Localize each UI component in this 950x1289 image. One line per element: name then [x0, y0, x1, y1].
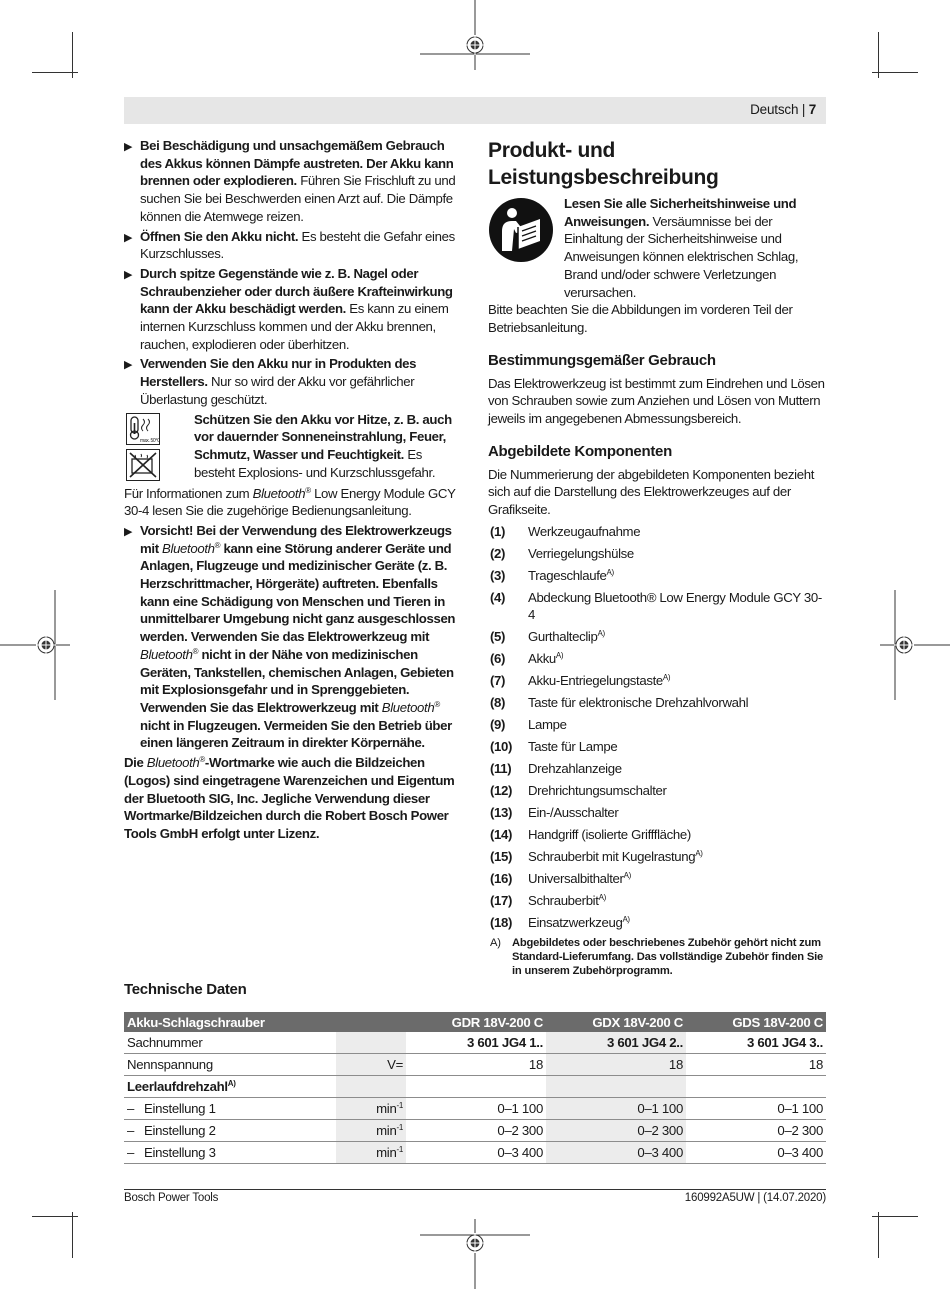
- svg-text:max. 50°C: max. 50°C: [140, 437, 160, 444]
- table-row: – Einstellung 3 $\min^{-1}$ 0–3 400 0–3 400 0–3 400: [124, 1142, 826, 1164]
- warning-bullet: ▶ Durch spitze Gegenstände wie z. B. Nagel oder Schraubenzieher oder durch äußere Krafteinwirkung kann der Akku beschädigt werden. Es kann zu einem internen Kurzschluss kommen und der Akku brennen, rauchen, explodieren oder überhitzen.: [124, 265, 453, 352]
- heat-warning: max. 50°C Schützen Sie den Akku vor Hitze, z. B. auch vor dauernder Sonneneinstrahlung, Feuer, Schmutz, Wasser und Feuchtigkeit. Es besteht Explosions- und Kurzschlussgefahr.: [124, 411, 464, 483]
- caution-bullet: ▶ Vorsicht! Bei der Verwendung des Elektrowerkzeugs mit Bluetooth® kann eine Störung anderer Geräte und Anlagen, Flugzeuge und medizinischer Geräte (z. B. Herzschrittmacher, Hörgeräte) auftreten. Ebenfalls kann eine Schädigung von Menschen und Tieren in unmittelbarer Umgebung nicht ganz ausgeschlossen werden. Verwenden Sie das Elektrowerkzeug mit Bluetooth® nicht in der Nähe von medizinischen Geräten, Tankstellen, chemischen Anlagen, Gebieten mit Explosionsgefahr und in Sprenggebieten. Verwenden Sie das Elektrowerkzeug mit Bluetooth® nicht in Flugzeugen. Vermeiden Sie den Betrieb über einen längeren Zeitraum in direkter Körpernähe.: [124, 522, 456, 751]
- list-item: (6) Akku$^{A)}$: [490, 651, 564, 667]
- page-header: [124, 97, 826, 124]
- list-item: (15) Schrauberbit mit Kugelrastung$^{A)}$: [490, 849, 703, 865]
- trademark-notice: Die Bluetooth®-Wortmarke wie auch die Bildzeichen (Logos) sind eingetragene Warenzeichen und Eigentum der Bluetooth SIG, Inc. Jegliche Verwendung dieser Wortmarke/Bildzeichen durch die Robert Bosch Power Tools GmbH erfolgt unter Lizenz.: [124, 755, 455, 841]
- crop-mark: [32, 1216, 78, 1217]
- temperature-icon: [126, 413, 160, 445]
- list-item: (10) Taste für Lampe: [490, 739, 618, 755]
- bullet-triangle-icon: ▶: [124, 141, 133, 153]
- registration-mark-icon: [420, 1219, 530, 1289]
- list-item: (9) Lampe: [490, 717, 567, 733]
- crop-mark: [72, 1212, 73, 1258]
- tech-data-heading: Technische Daten: [124, 981, 247, 998]
- crop-mark: [32, 72, 78, 73]
- list-item: (18) Einsatzwerkzeug$^{A)}$: [490, 915, 630, 931]
- list-item: (14) Handgriff (isolierte Grifffläche): [490, 827, 691, 843]
- bullet-triangle-icon: ▶: [124, 268, 133, 281]
- footer-docnumber: 160992A5UW | (14.07.2020): [684, 1192, 826, 1204]
- components-heading: Abgebildete Komponenten: [488, 442, 672, 460]
- registration-mark-icon: [0, 590, 70, 700]
- tech-data-table: [124, 1012, 826, 1164]
- registration-mark-icon: [420, 0, 530, 70]
- list-item: (4) Abdeckung Bluetooth® Low Energy Module GCY 30-4: [490, 589, 822, 623]
- figures-note: Bitte beachten Sie die Abbildungen im vorderen Teil der Betriebsanleitung.: [488, 302, 793, 335]
- bluetooth-info: Für Informationen zum Bluetooth® Low Energy Module GCY 30-4 lesen Sie die zugehörige Bedienungsanleitung.: [124, 485, 456, 519]
- components-intro: Die Nummerierung der abgebildeten Komponenten bezieht sich auf die Darstellung des Elektrowerkzeuges auf der Grafikseite.: [488, 466, 815, 518]
- right-column: [488, 137, 826, 978]
- table-row: – Einstellung 1 $\min^{-1}$ 0–1 100 0–1 100 0–1 100: [124, 1098, 826, 1120]
- warning-bullet: ▶ Verwenden Sie den Akku nur in Produkten des Herstellers. Nur so wird der Akku vor gefährlicher Überlastung geschützt.: [124, 356, 417, 407]
- list-item: (12) Drehrichtungsumschalter: [490, 783, 667, 799]
- table-header-row: [124, 1012, 826, 1032]
- safety-notice: Lesen Sie alle Sicherheitshinweise und Anweisungen. Versäumnisse bei der Einhaltung der Sicherheitshinweise und Anweisungen können elektrischen Schlag, Brand und/oder schwere Verletzungen verursachen.: [488, 195, 826, 301]
- table-header-cell: GDS 18V-200 C: [686, 1012, 826, 1032]
- crop-mark: [878, 1212, 879, 1258]
- list-item: (3) Trageschlaufe$^{A)}$: [490, 567, 614, 583]
- left-column: [124, 137, 464, 845]
- intended-use-heading: Bestimmungsgemäßer Gebrauch: [488, 351, 716, 369]
- table-header-cell: GDX 18V-200 C: [546, 1012, 686, 1032]
- page-number: 7: [808, 102, 816, 117]
- footer-brand: Bosch Power Tools: [124, 1192, 219, 1204]
- bullet-triangle-icon: ▶: [124, 231, 133, 244]
- footer-divider: [124, 1189, 826, 1190]
- header-language: Deutsch | 7: [750, 102, 816, 117]
- crop-mark: [872, 72, 918, 73]
- table-row: Sachnummer 3 601 JG4 1.. 3 601 JG4 2.. 3 601 JG4 3..: [124, 1032, 826, 1054]
- list-item: (7) Akku-Entriegelungstaste$^{A)}$: [490, 673, 671, 689]
- table-row: Leerlaufdrehzahl$^{A)}$: [124, 1076, 826, 1098]
- footnote: A) Abgebildetes oder beschriebenes Zubehör gehört nicht zum Standard-Lieferumfang. Das vollständige Zubehör finden Sie in unserem Zubehörprogramm.: [490, 937, 824, 978]
- warning-bullet: ▶ Bei Beschädigung und unsachgemäßem Gebrauch des Akkus können Dämpfe austreten. Der Akku kann brennen oder explodieren. Führen Sie Frischluft zu und suchen Sie bei Beschwerden einen Arzt auf. Die Dämpfe können die Atemwege reizen.: [124, 138, 456, 224]
- crop-mark: [872, 1216, 918, 1217]
- list-item: (5) Gurthalteclip$^{A)}$: [490, 629, 605, 645]
- list-item: (1) Werkzeugaufnahme: [490, 523, 641, 539]
- table-row: Nennspannung V= 18 18 18: [124, 1054, 826, 1076]
- page-title: Produkt- und Leistungsbeschreibung: [488, 139, 719, 189]
- no-water-icon: [126, 449, 160, 481]
- bullet-triangle-icon: ▶: [124, 359, 133, 372]
- list-item: (13) Ein-/Ausschalter: [490, 805, 619, 821]
- table-header-cell: [336, 1012, 406, 1032]
- table-header-cell: GDR 18V-200 C: [406, 1012, 546, 1032]
- table-header-cell: Akku-Schlagschrauber: [124, 1012, 336, 1032]
- bullet-triangle-icon: ▶: [124, 525, 133, 538]
- list-item: (16) Universalbithalter$^{A)}$: [490, 871, 631, 887]
- components-list: [488, 523, 826, 932]
- warning-bullet: ▶ Öffnen Sie den Akku nicht. Es besteht die Gefahr eines Kurzschlusses.: [124, 228, 455, 262]
- intended-use-text: Das Elektrowerkzeug ist bestimmt zum Eindrehen und Lösen von Schrauben sowie zum Anziehen und Lösen von Muttern jeweils im angegebenen Abmessungsbereich.: [488, 375, 825, 427]
- list-item: (2) Verriegelungshülse: [490, 545, 634, 561]
- table-row: – Einstellung 2 $\min^{-1}$ 0–2 300 0–2 300 0–2 300: [124, 1120, 826, 1142]
- list-item: (11) Drehzahlanzeige: [490, 761, 622, 777]
- list-item: (17) Schrauberbit$^{A)}$: [490, 893, 606, 909]
- read-manual-icon: [488, 197, 554, 263]
- registration-mark-icon: [880, 590, 950, 700]
- list-item: (8) Taste für elektronische Drehzahlvorwahl: [490, 695, 749, 711]
